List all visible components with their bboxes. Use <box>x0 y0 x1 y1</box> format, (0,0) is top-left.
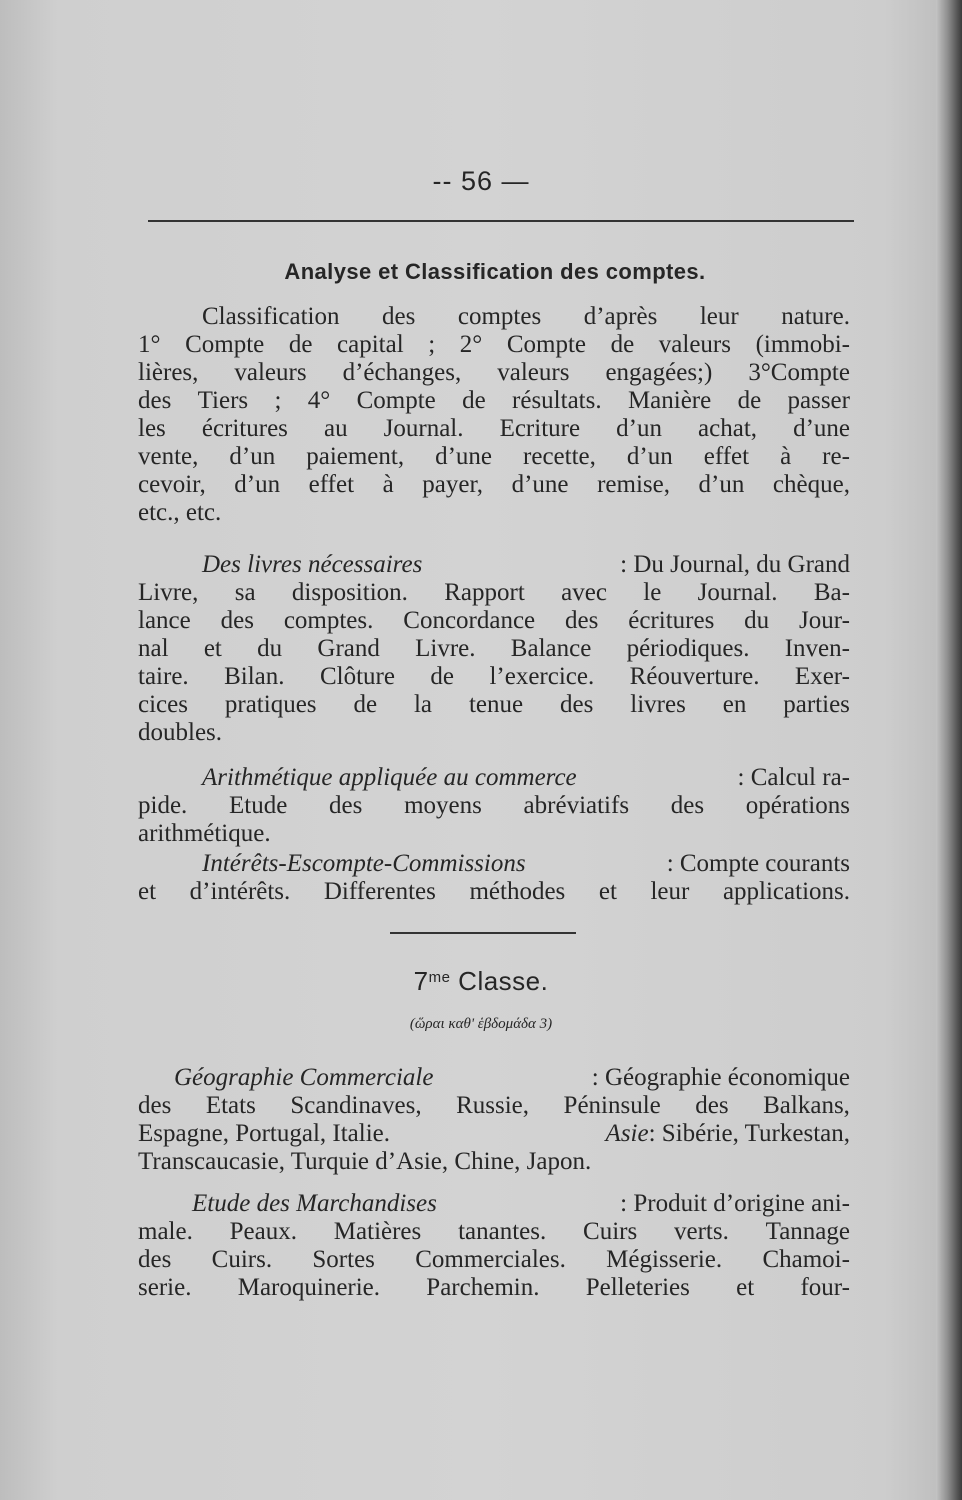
word: lance <box>138 607 191 634</box>
text-run: : Géographie économique <box>591 1064 850 1091</box>
word: résultats. <box>512 387 602 414</box>
word: Parchemin. <box>426 1274 540 1301</box>
word: tenue <box>468 691 524 718</box>
word: Jour- <box>799 607 850 634</box>
word: Clôture <box>319 663 395 690</box>
word: en <box>722 691 747 718</box>
word: d’une <box>793 415 850 442</box>
class-title-word: Classe. <box>458 966 549 996</box>
word: et <box>736 1274 755 1301</box>
word: four- <box>800 1274 850 1301</box>
word: Mégisserie. <box>606 1246 723 1273</box>
text-line <box>138 359 850 387</box>
word: Matières <box>333 1218 422 1245</box>
word: 2° <box>459 331 483 358</box>
word: des <box>695 1092 729 1119</box>
word: cices <box>138 691 188 718</box>
word: (immobi- <box>755 331 850 358</box>
word: chèque, <box>772 471 850 498</box>
text-line <box>138 878 850 906</box>
word: Balance <box>510 635 592 662</box>
text-line <box>138 764 850 792</box>
word: remise, <box>597 471 670 498</box>
word: taire. <box>138 663 189 690</box>
word: valeurs <box>234 359 307 386</box>
word: Commerciales. <box>415 1246 566 1273</box>
word: re- <box>822 443 850 470</box>
word: Rapport <box>444 579 525 606</box>
word: Sortes <box>312 1246 375 1273</box>
text-run: : Sibérie, Turkestan, <box>648 1120 850 1147</box>
word: des <box>220 607 254 634</box>
section-divider <box>390 932 576 934</box>
word: et <box>598 878 617 905</box>
word: Scandinaves, <box>290 1092 422 1119</box>
word: passer <box>787 387 850 414</box>
word: des <box>138 1092 172 1119</box>
text-line <box>138 1274 850 1302</box>
word: Compte <box>506 331 587 358</box>
word: Peaux. <box>229 1218 297 1245</box>
word: de <box>288 331 313 358</box>
word: Journal. <box>697 579 778 606</box>
word: Péninsule <box>563 1092 661 1119</box>
word: de <box>462 387 486 414</box>
word: écritures <box>628 607 715 634</box>
text-line <box>138 850 850 878</box>
word: capital <box>337 331 404 358</box>
text-line <box>138 1120 850 1148</box>
word: d’échanges, <box>342 359 462 386</box>
word: valeurs <box>497 359 570 386</box>
text-run: : Du Journal, du Grand <box>620 551 850 578</box>
word: Exer- <box>794 663 850 690</box>
word: d’intérêts. <box>189 878 291 905</box>
word: Tannage <box>765 1218 850 1245</box>
word: la <box>413 691 433 718</box>
word: avec <box>561 579 607 606</box>
word: Ecriture <box>499 415 581 442</box>
text-line <box>138 387 850 415</box>
word: Russie, <box>456 1092 530 1119</box>
word: des <box>329 792 363 819</box>
word: recette, <box>523 443 596 470</box>
word: d’une <box>511 471 569 498</box>
text-line <box>138 415 850 443</box>
text-line <box>138 471 850 499</box>
word: ; <box>274 387 282 414</box>
topic-label-marchandises: Etude des Marchandises <box>192 1190 437 1217</box>
word: vente, <box>138 443 199 470</box>
paragraph-interets <box>138 850 850 906</box>
topic-label-interets: Intérêts-Escompte-Commissions <box>202 850 526 877</box>
text-line: etc., etc. <box>138 499 222 526</box>
page-spine-shadow <box>936 0 962 1500</box>
class-title-number: 7 <box>413 966 429 996</box>
word: d’après <box>583 303 658 330</box>
word: Cuirs <box>583 1218 638 1245</box>
word: valeurs <box>658 331 731 358</box>
text-line <box>138 303 850 331</box>
text-line <box>138 792 850 820</box>
word: Manière <box>627 387 712 414</box>
word: engagées;) <box>605 359 713 386</box>
word: Chamoi- <box>762 1246 850 1273</box>
word: de <box>737 387 762 414</box>
word: le <box>643 579 662 606</box>
text-line <box>138 1092 850 1120</box>
text-line <box>138 579 850 607</box>
word: ; <box>428 331 436 358</box>
word: Balkans, <box>763 1092 850 1119</box>
word: Compte <box>356 387 436 414</box>
text-run: : Calcul ra- <box>737 764 850 791</box>
word: Bilan. <box>224 663 285 690</box>
word: Livre. <box>415 635 476 662</box>
text-line: Transcaucasie, Turquie d’Asie, Chine, Japon. <box>138 1148 592 1175</box>
word: Differentes <box>323 878 436 905</box>
text-line <box>138 331 850 359</box>
word: des <box>565 607 599 634</box>
word: 4° <box>307 387 331 414</box>
paragraph-arithmetique <box>138 764 850 848</box>
paragraph-livres <box>138 551 850 747</box>
word: écritures <box>201 415 288 442</box>
word: Classification <box>202 303 340 330</box>
word: pide. <box>138 792 188 819</box>
word: et <box>138 878 157 905</box>
section-heading: Analyse et Classification des comptes. <box>284 259 706 284</box>
word: payer, <box>422 471 484 498</box>
word: paiement, <box>306 443 405 470</box>
word: des <box>382 303 416 330</box>
word: Concordance <box>403 607 536 634</box>
page-number: -- 56 — <box>432 166 530 196</box>
word: d’un <box>229 443 276 470</box>
text-line <box>138 1064 850 1092</box>
text-line: arithmétique. <box>138 820 271 847</box>
word: applications. <box>722 878 850 905</box>
word: pratiques <box>224 691 317 718</box>
word: Maroquinerie. <box>237 1274 381 1301</box>
word: Etats <box>205 1092 256 1119</box>
topic-label-asie: Asie <box>605 1120 649 1147</box>
word: Tiers <box>197 387 249 414</box>
paragraph-marchandises <box>138 1190 850 1302</box>
word: nature. <box>781 303 850 330</box>
word: d’un <box>234 471 281 498</box>
word: cevoir, <box>138 471 206 498</box>
text-line <box>138 663 850 691</box>
word: opérations <box>745 792 850 819</box>
text-run: Espagne, Portugal, Italie. <box>138 1120 391 1147</box>
word: l’exercice. <box>489 663 595 690</box>
paragraph-geographie <box>138 1064 850 1176</box>
word: effet <box>703 443 750 470</box>
word: au <box>323 415 348 442</box>
word: à <box>382 471 394 498</box>
header-rule <box>148 220 854 222</box>
text-line <box>138 607 850 635</box>
word: et <box>203 635 222 662</box>
word: Inven- <box>784 635 850 662</box>
text-run: : Produit d’origine ani- <box>620 1190 850 1217</box>
word: effet <box>308 471 355 498</box>
word: Etude <box>229 792 288 819</box>
paragraph-classification <box>138 303 850 527</box>
word: 3°Compte <box>748 359 850 386</box>
word: de <box>430 663 455 690</box>
word: de <box>353 691 378 718</box>
word: achat, <box>698 415 758 442</box>
text-line <box>138 443 850 471</box>
word: comptes <box>457 303 542 330</box>
word: abréviatifs <box>523 792 630 819</box>
class-hours-note: (ὥραι καθ' ἑβδομάδα 3) <box>409 1016 553 1032</box>
word: sa <box>234 579 256 606</box>
text-line <box>138 635 850 663</box>
word: lières, <box>138 359 199 386</box>
word: d’un <box>698 471 745 498</box>
word: moyens <box>404 792 482 819</box>
word: Réouverture. <box>629 663 760 690</box>
word: livres <box>630 691 686 718</box>
word: tanantes. <box>458 1218 547 1245</box>
word: comptes. <box>283 607 374 634</box>
word: parties <box>783 691 850 718</box>
word: à <box>780 443 792 470</box>
word: du <box>744 607 770 634</box>
word: des <box>138 1246 172 1273</box>
word: d’un <box>616 415 662 442</box>
word: du <box>257 635 283 662</box>
word: nal <box>138 635 169 662</box>
word: Compte <box>185 331 265 358</box>
word: serie. <box>138 1274 192 1301</box>
text-line <box>138 1190 850 1218</box>
word: des <box>138 387 172 414</box>
topic-label-arithmetique: Arithmétique appliquée au commerce <box>202 764 577 791</box>
word: d’une <box>435 443 493 470</box>
word: leur <box>650 878 690 905</box>
word: male. <box>138 1218 193 1245</box>
text-line: doubles. <box>138 719 223 746</box>
word: méthodes <box>469 878 566 905</box>
text-line <box>138 691 850 719</box>
topic-label-geographie: Géographie Commerciale <box>174 1064 434 1091</box>
word: d’un <box>626 443 673 470</box>
word: Journal. <box>383 415 464 442</box>
text-run <box>606 1120 850 1148</box>
topic-label-livres: Des livres nécessaires <box>202 551 423 578</box>
word: Livre, <box>138 579 199 606</box>
word: Pelleteries <box>585 1274 690 1301</box>
word: de <box>610 331 635 358</box>
word: verts. <box>674 1218 729 1245</box>
word: disposition. <box>291 579 408 606</box>
text-line <box>138 1218 850 1246</box>
word: Cuirs. <box>211 1246 273 1273</box>
text-line <box>138 1246 850 1274</box>
word: leur <box>699 303 739 330</box>
word: périodiques. <box>626 635 750 662</box>
word: les <box>138 415 166 442</box>
word: Grand <box>317 635 380 662</box>
text-line <box>138 551 850 579</box>
class-title-superscript: me <box>428 969 451 986</box>
word: Ba- <box>813 579 850 606</box>
word: 1° <box>138 331 161 358</box>
text-run: : Compte courants <box>666 850 850 877</box>
class-title <box>0 966 962 997</box>
word: des <box>560 691 594 718</box>
word: des <box>670 792 705 819</box>
